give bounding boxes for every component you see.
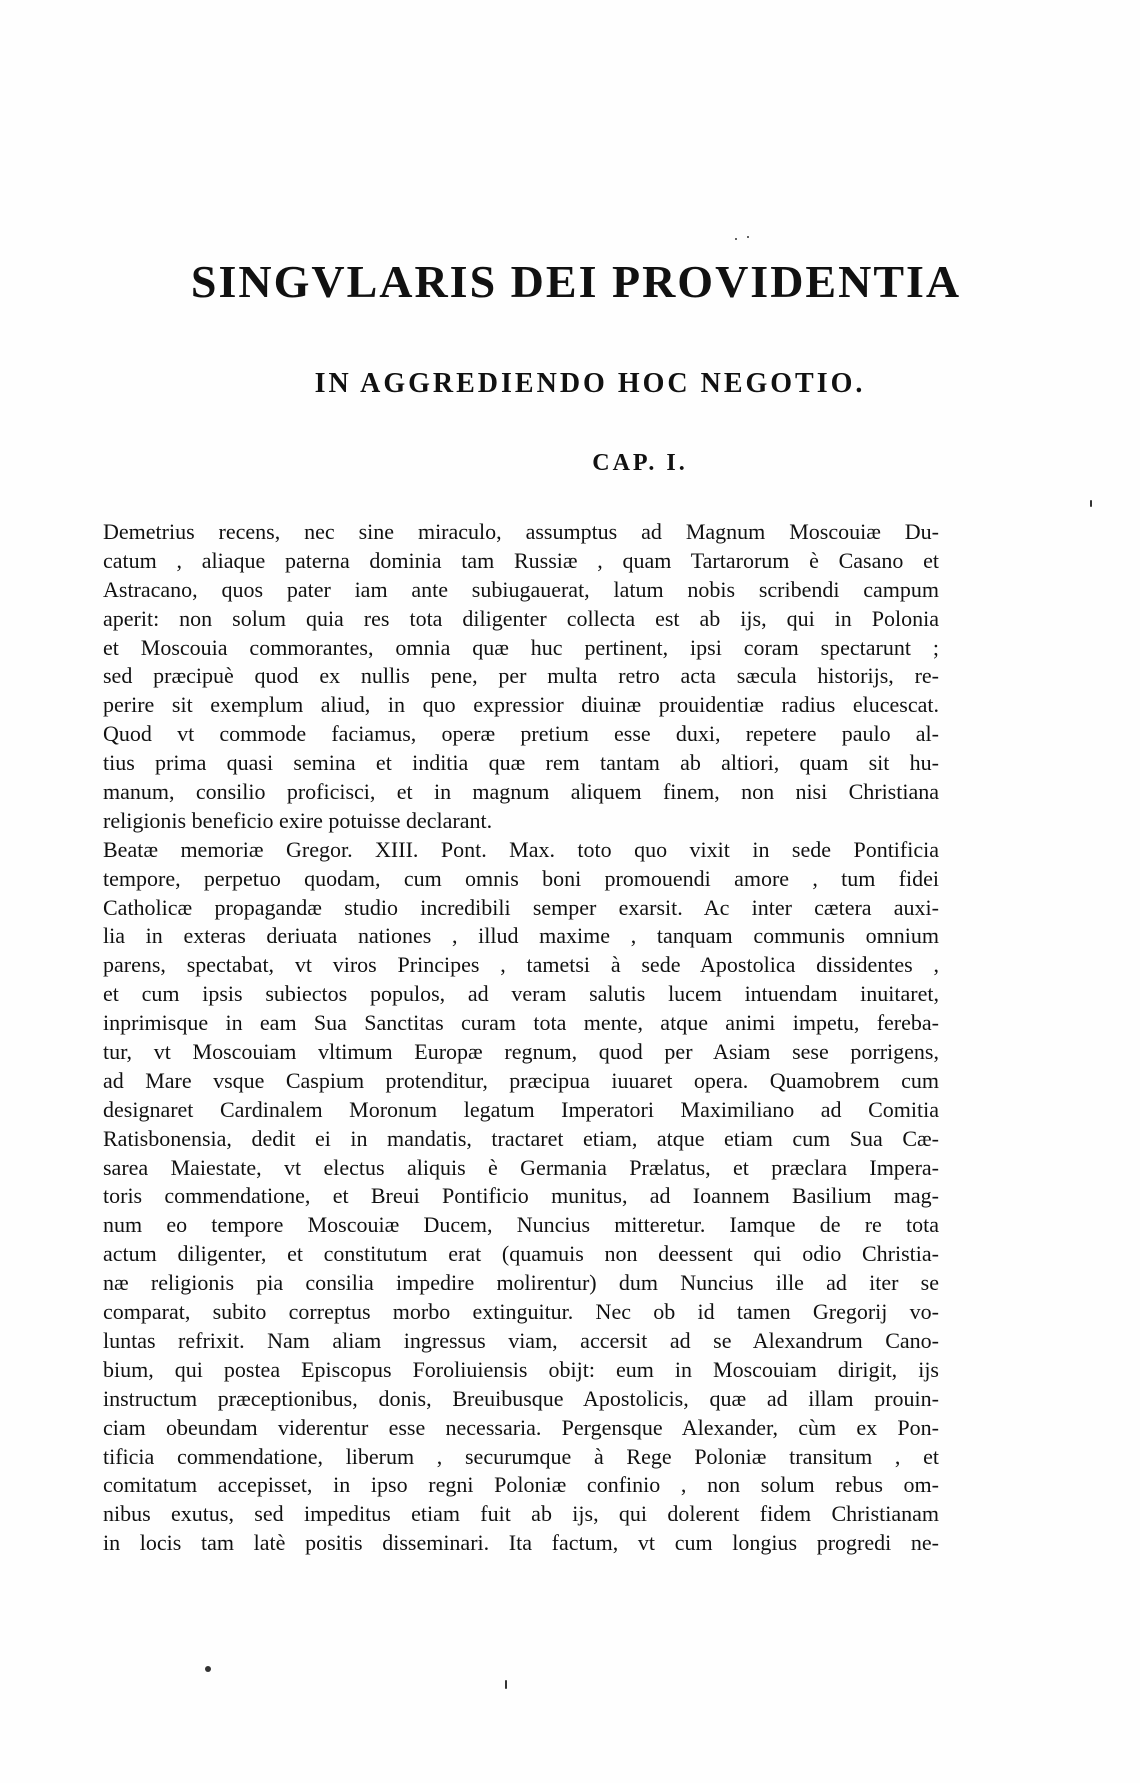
text-line: sarea Maiestate, vt electus aliquis è Germania Prælatus, et præclara Impera- xyxy=(103,1154,939,1180)
print-speck xyxy=(505,1680,507,1689)
page-title: SINGVLARIS DEI PROVIDENTIA xyxy=(190,256,962,307)
text-line: inprimisque in eam Sua Sanctitas curam tota mente, atque animi impetu, fereba- xyxy=(103,1010,939,1036)
text-line: Quod vt commode faciamus, operæ pretium esse duxi, repetere paulo al- xyxy=(103,721,939,747)
text-line: parens, spectabat, vt viros Principes , tametsi à sede Apostolica dissidentes , xyxy=(103,952,939,978)
print-speck xyxy=(747,236,749,238)
text-line: religionis beneficio exire potuisse declarant. xyxy=(103,807,493,833)
text-line: perire sit exemplum aliud, in quo expressior diuinæ prouidentiæ radius elucescat. xyxy=(103,692,939,718)
text-line: instructum præceptionibus, donis, Breuibusque Apostolicis, quæ ad illam prouin- xyxy=(103,1385,939,1411)
text-line: luntas refrixit. Nam aliam ingressus viam, accersit ad se Alexandrum Cano- xyxy=(103,1327,939,1353)
text-line: ciam obeundam viderentur esse necessaria. Pergensque Alexander, cùm ex Pon- xyxy=(103,1414,939,1440)
text-line: Ratisbonensia, dedit ei in mandatis, tractaret etiam, atque etiam cum Sua Cæ- xyxy=(103,1125,939,1151)
text-line: bium, qui postea Episcopus Foroliuiensis obijt: eum in Moscouiam dirigit, ijs xyxy=(103,1356,939,1382)
print-speck xyxy=(735,238,737,240)
text-line: et cum ipsis subiectos populos, ad veram salutis lucem intuendam inuitaret, xyxy=(103,981,939,1007)
text-line: tempore, perpetuo quodam, cum omnis boni promouendi amore , tum fidei xyxy=(103,865,939,891)
text-line: manum, consilio proficisci, et in magnum aliquem finem, non nisi Christiana xyxy=(103,779,939,805)
print-speck xyxy=(205,1666,211,1672)
text-line: lia in exteras deriuata nationes , illud maxime , tanquam communis omnium xyxy=(103,923,939,949)
print-speck xyxy=(1090,500,1092,507)
text-line: Demetrius recens, nec sine miraculo, assumptus ad Magnum Moscouiæ Du- xyxy=(103,519,939,544)
text-line: tur, vt Moscouiam vltimum Europæ regnum, quod per Asiam sese porrigens, xyxy=(103,1039,939,1065)
text-line: Beatæ memoriæ Gregor. XIII. Pont. Max. toto quo vixit in sede Pontificia xyxy=(103,836,939,862)
text-line: aperit: non solum quia res tota diligenter collecta est ab ijs, qui in Polonia xyxy=(103,605,939,631)
text-line: num eo tempore Moscouiæ Ducem, Nuncius mitteretur. Iamque de re tota xyxy=(103,1212,939,1238)
text-line: comparat, subito correptus morbo extinguitur. Nec ob id tamen Gregorij vo- xyxy=(103,1299,939,1325)
text-line: tificia commendatione, liberum , securumque à Rege Poloniæ transitum , et xyxy=(103,1443,939,1469)
text-line: nibus exutus, sed impeditus etiam fuit ab ijs, qui dolerent fidem Christianam xyxy=(103,1501,939,1527)
page-subtitle: IN AGGREDIENDO HOC NEGOTIO. xyxy=(314,368,866,399)
text-line: Catholicæ propagandæ studio incredibili semper exarsit. Ac inter cætera auxi- xyxy=(103,894,939,920)
text-line: et Moscouia commorantes, omnia quæ huc pertinent, ipsi coram spectarunt ; xyxy=(103,634,939,660)
text-line: in locis tam latè positis disseminari. Ita factum, vt cum longius progredi ne- xyxy=(103,1530,939,1556)
body-text xyxy=(103,518,939,1558)
text-line: designaret Cardinalem Moronum legatum Imperatori Maximiliano ad Comitia xyxy=(103,1096,939,1122)
text-line: actum diligenter, et constitutum erat (quamuis non deessent qui odio Christia- xyxy=(103,1241,939,1267)
text-line: tius prima quasi semina et inditia quæ rem tantam ab altiori, quam sit hu- xyxy=(103,750,939,776)
text-line: sed præcipuè quod ex nullis pene, per multa retro acta sæcula historijs, re- xyxy=(103,663,939,689)
chapter-heading: CAP. I. xyxy=(592,450,688,476)
text-line: Astracano, quos pater iam ante subiugauerat, latum nobis scribendi campum xyxy=(103,576,939,602)
text-line: ad Mare vsque Caspium protenditur, præcipua iuuaret opera. Quamobrem cum xyxy=(103,1067,939,1093)
text-line: comitatum accepisset, in ipso regni Poloniæ confinio , non solum rebus om- xyxy=(103,1472,939,1498)
text-line: toris commendatione, et Breui Pontificio munitus, ad Ioannem Basilium mag- xyxy=(103,1183,939,1209)
text-line: catum , aliaque paterna dominia tam Russiæ , quam Tartarorum è Casano et xyxy=(103,547,939,573)
text-line: næ religionis pia consilia impedire molirentur) dum Nuncius ille ad iter se xyxy=(103,1270,939,1296)
